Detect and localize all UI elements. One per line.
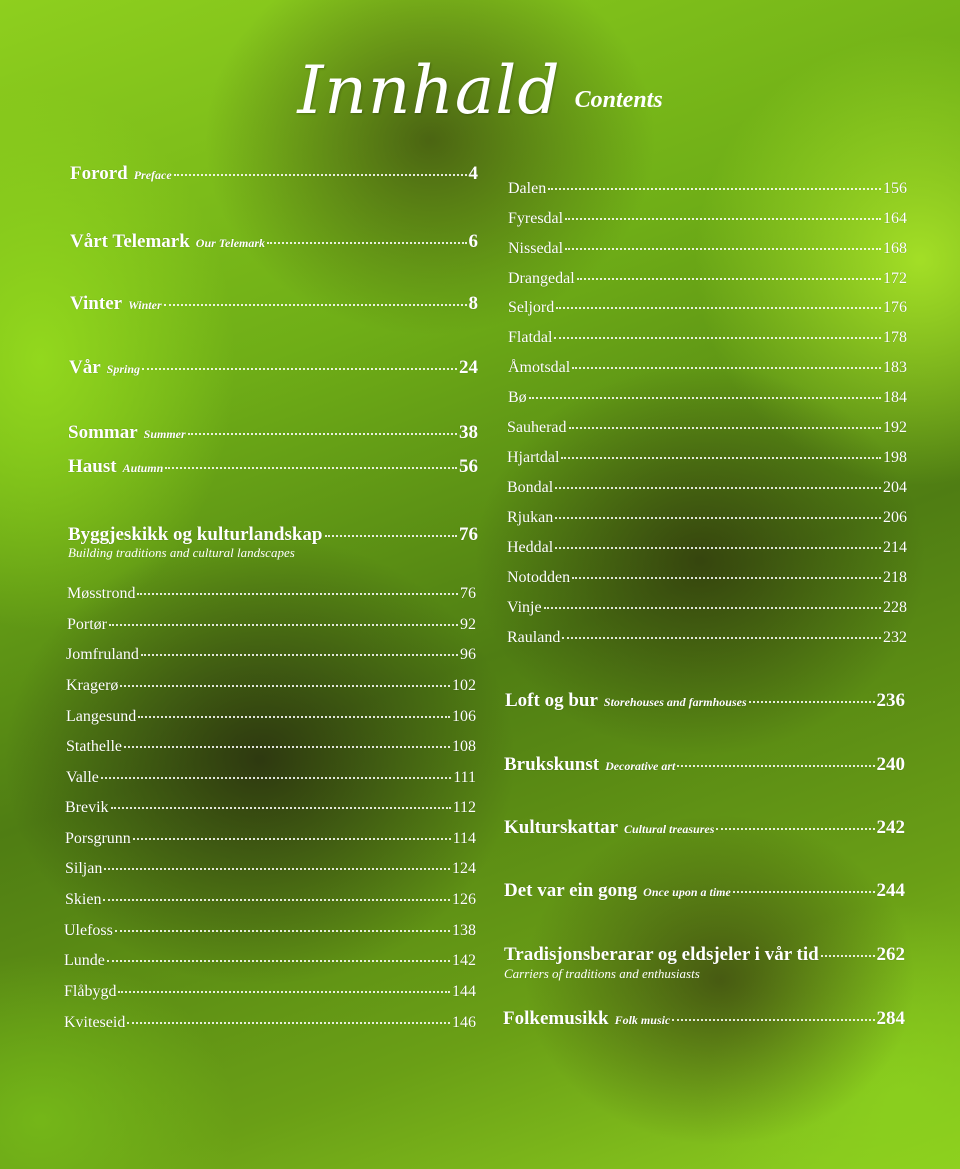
- toc-place[interactable]: [66, 703, 476, 726]
- dot-leader: [138, 700, 450, 718]
- page-number: 102: [452, 677, 476, 694]
- toc-place[interactable]: [65, 825, 476, 848]
- place-name: Møsstrond: [67, 585, 136, 602]
- dot-leader: [577, 262, 881, 280]
- dot-leader: [554, 321, 881, 339]
- dot-leader: [325, 516, 458, 537]
- place-name: Dalen: [508, 180, 547, 197]
- dot-leader: [572, 351, 881, 369]
- toc-place[interactable]: [67, 611, 476, 634]
- toc-place[interactable]: [507, 564, 907, 587]
- section-subtitle: Preface: [133, 168, 172, 182]
- page-number: 176: [883, 299, 907, 316]
- page-number: 218: [883, 569, 907, 586]
- place-name: Seljord: [508, 299, 555, 316]
- dot-leader: [672, 1000, 874, 1021]
- place-name: Ulefoss: [64, 922, 113, 939]
- page-number: 206: [883, 509, 907, 526]
- toc-place[interactable]: [66, 733, 476, 756]
- dot-leader: [572, 561, 881, 579]
- toc-place[interactable]: [507, 414, 907, 437]
- dot-leader: [109, 608, 458, 626]
- dot-leader: [677, 746, 874, 767]
- toc-place[interactable]: [64, 1009, 476, 1032]
- toc-place[interactable]: [507, 504, 907, 527]
- toc-place[interactable]: [508, 175, 907, 198]
- place-name: Fyresdal: [508, 210, 564, 227]
- dot-leader: [120, 669, 450, 687]
- dot-leader: [118, 975, 450, 993]
- page-number: 284: [876, 1008, 905, 1029]
- place-name: Drangedal: [508, 270, 575, 287]
- dot-leader: [548, 172, 881, 190]
- section-title: Kulturskattar: [504, 817, 618, 838]
- page-number: 236: [876, 690, 905, 711]
- section-subtitle: Folk music: [614, 1013, 671, 1027]
- dot-leader: [142, 349, 457, 370]
- section-subtitle: Winter: [128, 298, 162, 312]
- toc-place[interactable]: [508, 235, 907, 258]
- section-title: Loft og bur: [505, 690, 598, 711]
- section-title: Byggjeskikk og kulturlandskap: [68, 524, 323, 545]
- dot-leader: [164, 285, 467, 306]
- page-number: 96: [460, 646, 476, 663]
- section-subtitle: Our Telemark: [195, 236, 266, 250]
- page-number: 232: [883, 629, 907, 646]
- section-subtitle: Spring: [106, 362, 141, 376]
- dot-leader: [133, 822, 451, 840]
- page-number: 172: [883, 270, 907, 287]
- dot-leader: [555, 531, 881, 549]
- page-number: 24: [459, 357, 478, 378]
- place-name: Bondal: [507, 479, 554, 496]
- page-number: 156: [883, 180, 907, 197]
- dot-leader: [716, 809, 874, 830]
- place-name: Jomfruland: [66, 646, 139, 663]
- dot-leader: [103, 883, 450, 901]
- dot-leader: [733, 872, 875, 893]
- toc-det-var-ein-gong[interactable]: [504, 875, 905, 902]
- section-title: Vinter: [70, 293, 123, 314]
- dot-leader: [141, 638, 458, 656]
- toc-place[interactable]: [66, 764, 476, 787]
- page-number: 76: [459, 524, 478, 545]
- toc-place[interactable]: [65, 794, 476, 817]
- dot-leader: [562, 621, 881, 639]
- page-number: 146: [452, 1014, 476, 1031]
- toc-place[interactable]: [65, 886, 476, 909]
- section-title: Vår: [69, 357, 101, 378]
- page-number: 108: [452, 738, 476, 755]
- place-name: Hjartdal: [507, 449, 560, 466]
- section-title: Brukskunst: [504, 754, 600, 775]
- page-number: 92: [460, 616, 476, 633]
- place-name: Lunde: [64, 952, 105, 969]
- page-number: 106: [452, 708, 476, 725]
- toc-kulturskattar[interactable]: [504, 812, 905, 839]
- section-subtitle: Storehouses and farmhouses: [603, 695, 747, 709]
- page-number: 138: [452, 922, 476, 939]
- dot-leader: [821, 936, 875, 957]
- dot-leader: [165, 448, 457, 469]
- page-number: 6: [468, 231, 478, 252]
- page-number: 38: [459, 422, 478, 443]
- page-number: 56: [459, 456, 478, 477]
- toc-place[interactable]: [66, 672, 476, 695]
- dot-leader: [107, 944, 450, 962]
- place-name: Notodden: [507, 569, 571, 586]
- page-number: 184: [883, 389, 907, 406]
- toc-forord[interactable]: [70, 158, 478, 185]
- section-title: Vårt Telemark: [70, 231, 190, 252]
- place-name: Brevik: [65, 799, 109, 816]
- dot-leader: [569, 411, 881, 429]
- section-title: Haust: [68, 456, 117, 477]
- page-number: 183: [883, 359, 907, 376]
- toc-loft-og-bur[interactable]: [505, 685, 905, 712]
- toc-place[interactable]: [507, 594, 907, 617]
- page-number: 8: [468, 293, 478, 314]
- dot-leader: [556, 291, 881, 309]
- place-name: Rjukan: [507, 509, 554, 526]
- toc-tradisjonsberarar[interactable]: [504, 939, 905, 966]
- page-number: 164: [883, 210, 907, 227]
- place-name: Porsgrunn: [65, 830, 131, 847]
- toc-place[interactable]: [65, 855, 476, 878]
- page-number: 76: [460, 585, 476, 602]
- toc-place[interactable]: [64, 978, 476, 1001]
- dot-leader: [174, 155, 467, 176]
- toc-place[interactable]: [507, 444, 907, 467]
- dot-leader: [555, 471, 881, 489]
- section-subtitle: Summer: [143, 427, 186, 441]
- dot-leader: [127, 1006, 450, 1024]
- dot-leader: [115, 914, 450, 932]
- place-name: Vinje: [507, 599, 542, 616]
- page-number: 228: [883, 599, 907, 616]
- toc-place[interactable]: [508, 384, 907, 407]
- page-number: 168: [883, 240, 907, 257]
- page-number: 144: [452, 983, 476, 1000]
- place-name: Sauherad: [507, 419, 567, 436]
- page-number: 114: [452, 830, 476, 847]
- place-name: Rauland: [507, 629, 561, 646]
- dot-leader: [544, 591, 881, 609]
- section-subtitle: Cultural treasures: [624, 822, 715, 836]
- toc-place[interactable]: [66, 641, 476, 664]
- section-subtitle: Once upon a time: [643, 885, 731, 899]
- page-number: 240: [876, 754, 905, 775]
- place-name: Portør: [67, 616, 107, 633]
- section-title: Sommar: [68, 422, 138, 443]
- dot-leader: [188, 414, 457, 435]
- place-name: Nissedal: [508, 240, 564, 257]
- dot-leader: [555, 501, 881, 519]
- page-number: 124: [452, 860, 476, 877]
- section-subtitle: Autumn: [122, 461, 164, 475]
- place-name: Siljan: [65, 860, 103, 877]
- place-name: Åmotsdal: [508, 359, 571, 376]
- toc-haust[interactable]: [68, 451, 478, 478]
- tradisjonsberarar-subtitle: Carriers of traditions and enthusiasts: [504, 966, 700, 981]
- page-number: 198: [883, 449, 907, 466]
- place-name: Langesund: [66, 708, 137, 725]
- dot-leader: [104, 852, 450, 870]
- byggjeskikk-subtitle: Building traditions and cultural landscapes: [68, 545, 295, 560]
- toc-place[interactable]: [508, 265, 907, 288]
- toc-folkemusikk[interactable]: [503, 1003, 905, 1030]
- toc-place[interactable]: [507, 624, 907, 647]
- dot-leader: [565, 202, 881, 220]
- section-title: Forord: [70, 163, 128, 184]
- title-sub: Contents: [574, 87, 663, 113]
- page-title: [0, 52, 960, 129]
- dot-leader: [529, 381, 881, 399]
- place-name: Kragerø: [66, 677, 119, 694]
- toc-var[interactable]: [69, 352, 478, 379]
- toc-place[interactable]: [508, 294, 907, 317]
- page-number: 244: [876, 880, 905, 901]
- dot-leader: [101, 761, 451, 779]
- toc-place[interactable]: [64, 947, 476, 970]
- toc-place[interactable]: [508, 324, 907, 347]
- place-name: Stathelle: [66, 738, 122, 755]
- page-number: 242: [876, 817, 905, 838]
- page-number: 178: [883, 329, 907, 346]
- section-subtitle: Decorative art: [605, 759, 676, 773]
- section-title: Tradisjonsberarar og eldsjeler i vår tid: [504, 944, 819, 965]
- dot-leader: [124, 730, 450, 748]
- dot-leader: [267, 223, 466, 244]
- page-number: 111: [453, 769, 476, 786]
- toc-place[interactable]: [67, 580, 476, 603]
- dot-leader: [111, 791, 451, 809]
- place-name: Valle: [66, 769, 99, 786]
- section-title: Folkemusikk: [503, 1008, 609, 1029]
- page-number: 4: [468, 163, 478, 184]
- page-number: 214: [883, 539, 907, 556]
- toc-place[interactable]: [507, 474, 907, 497]
- page-number: 192: [883, 419, 907, 436]
- dot-leader: [749, 682, 875, 703]
- dot-leader: [561, 441, 881, 459]
- toc-sommar[interactable]: [68, 417, 478, 444]
- section-title: Det var ein gong: [504, 880, 638, 901]
- dot-leader: [137, 577, 458, 595]
- place-name: Bø: [508, 389, 527, 406]
- toc-brukskunst[interactable]: [504, 749, 905, 776]
- page-number: 112: [452, 799, 476, 816]
- place-name: Flatdal: [508, 329, 553, 346]
- place-name: Skien: [65, 891, 102, 908]
- page-number: 204: [883, 479, 907, 496]
- toc-place[interactable]: [508, 354, 907, 377]
- page-number: 142: [452, 952, 476, 969]
- place-name: Heddal: [507, 539, 554, 556]
- page-number: 126: [452, 891, 476, 908]
- toc-vinter[interactable]: [70, 288, 478, 315]
- toc-byggjeskikk[interactable]: [68, 519, 478, 546]
- toc-vart-telemark[interactable]: [70, 226, 478, 253]
- place-name: Kviteseid: [64, 1014, 126, 1031]
- dot-leader: [565, 232, 881, 250]
- toc-place[interactable]: [64, 917, 476, 940]
- title-main: Innhald: [297, 52, 561, 129]
- toc-place[interactable]: [508, 205, 907, 228]
- page-number: 262: [876, 944, 905, 965]
- toc-place[interactable]: [507, 534, 907, 557]
- place-name: Flåbygd: [64, 983, 117, 1000]
